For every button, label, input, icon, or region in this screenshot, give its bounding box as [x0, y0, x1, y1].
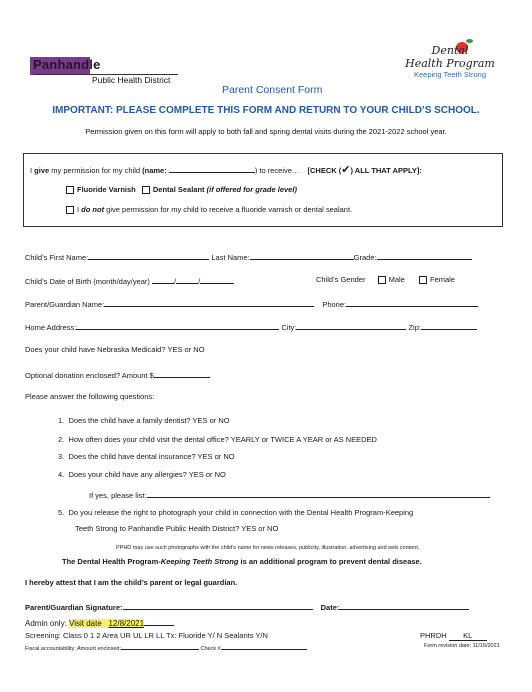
male-label: Male — [388, 275, 405, 284]
revision-date: Form revision date: 11/16/2021 — [424, 643, 500, 649]
decline-text-b: give permission for my child to receive a fluoride varnish or dental sealant. — [104, 205, 353, 214]
row-guardian — [25, 298, 478, 309]
treatment-options — [66, 185, 297, 194]
org-logo-name: Panhandle — [33, 57, 101, 72]
address-label: Home Address: — [25, 323, 77, 332]
consent-line — [30, 163, 422, 176]
consent-name-label: (name: — [142, 166, 167, 175]
decline-checkbox[interactable] — [66, 206, 74, 214]
visit-date-extra-line — [144, 617, 174, 626]
signature-label: Parent/Guardian Signature: — [25, 603, 123, 612]
question-3 — [58, 452, 235, 461]
male-checkbox[interactable] — [378, 276, 386, 284]
consent-give: give — [34, 166, 50, 175]
program-statement-a: The Dental Health Program- — [62, 557, 161, 566]
sealant-checkbox[interactable] — [142, 186, 150, 194]
donation-amount-field[interactable] — [154, 369, 210, 378]
row-dob-gender: Child’s Date of Birth (month/day/year) / / — [25, 275, 234, 286]
program-tagline: Keeping Teeth Strong — [413, 70, 486, 79]
grade-label: Grade: — [353, 253, 377, 262]
consent-i: I — [30, 166, 35, 175]
check-label-b: ) ALL THAT APPLY]: — [350, 166, 422, 175]
zip-field[interactable] — [421, 321, 477, 330]
checkmark-icon: ✔ — [341, 164, 351, 176]
first-name-field[interactable] — [88, 251, 209, 260]
fluoride-checkbox[interactable] — [66, 186, 74, 194]
sealant-note: (if offered for grade level) — [206, 185, 297, 194]
female-checkbox[interactable] — [419, 276, 427, 284]
photo-fine-print: PPHD may use such photographs with the child’s name for news releases, publicity, illustration, advertising and web content. — [116, 545, 420, 551]
check-label-a: [CHECK ( — [307, 166, 342, 175]
phrdh-value: KL — [449, 631, 487, 641]
zip-label: Zip: — [408, 323, 421, 332]
visit-date-highlight — [69, 619, 144, 628]
city-label: City: — [281, 323, 297, 332]
question-5-continued: Teeth Strong to Panhandle Public Health District? YES or NO — [75, 524, 279, 533]
guardian-name-label: Parent/Guardian Name: — [25, 300, 105, 309]
medicaid-question: Does your child have Nebraska Medicaid? YES or NO — [25, 345, 205, 354]
decline-do-not: do not — [81, 205, 105, 214]
row-names — [25, 251, 472, 262]
program-statement-b: Keeping Teeth Strong — [160, 557, 239, 566]
gender-label: Child’s Gender — [316, 275, 366, 284]
question-number: 5. — [58, 508, 65, 517]
first-name-label: Child’s First Name: — [25, 253, 89, 262]
permission-note: Permission given on this form will apply to both fall and spring dental visits during the 2021-2022 school year. — [85, 127, 447, 136]
question-text: Does the child have a family dentist? YES or NO — [68, 416, 230, 425]
question-5 — [58, 508, 413, 517]
sealant-label: Dental Sealant — [152, 185, 205, 194]
org-logo-subtitle: Public Health District — [92, 75, 171, 85]
screening-row: Screening: Class 0 1 2 Area UR UL LR LL Tx: Fluoride Y/ N Sealants Y/N — [25, 631, 268, 640]
dob-year-field[interactable] — [200, 275, 234, 284]
phrdh-row — [420, 631, 487, 641]
row-address — [25, 321, 477, 332]
guardian-name-field[interactable] — [104, 298, 314, 307]
consent-text-b: ) to receive… — [254, 166, 300, 175]
fluoride-label: Fluoride Varnish — [77, 185, 136, 194]
female-label: Female — [429, 275, 455, 284]
date-label: Date: — [320, 603, 340, 612]
question-number: 3. — [58, 452, 65, 461]
donation-row — [25, 369, 210, 380]
decline-option — [66, 205, 352, 214]
question-text: Does your child have any allergies? YES or NO — [68, 470, 226, 479]
question-text: Do you release the right to photograph your child in connection with the Dental Health Program-Keeping — [68, 508, 414, 517]
date-field[interactable] — [339, 601, 469, 610]
consent-text-a: my permission for my child — [49, 166, 143, 175]
gender-group — [316, 275, 455, 284]
question-text: Does the child have dental insurance? YES or NO — [68, 452, 235, 461]
question-1 — [58, 416, 230, 425]
dob-label: Child’s Date of Birth (month/day/year) — [25, 277, 150, 286]
important-notice: IMPORTANT: PLEASE COMPLETE THIS FORM AND RETURN TO YOUR CHILD’S SCHOOL. — [52, 105, 480, 116]
program-statement — [62, 557, 422, 566]
question-4 — [58, 470, 226, 479]
allergy-list-label: If yes, please list: — [89, 491, 147, 500]
admin-label: Admin only: — [25, 619, 67, 628]
signature-row — [25, 601, 469, 612]
allergy-list-row — [89, 489, 490, 500]
fiscal-label: Fiscal accountability: Amount enclosed: — [25, 646, 121, 652]
program-statement-c: is an additional program to prevent dental disease. — [238, 557, 422, 566]
address-field[interactable] — [76, 321, 279, 330]
allergy-list-field[interactable] — [147, 489, 490, 498]
signature-field[interactable] — [123, 601, 313, 610]
phrdh-label: PHRDH — [420, 631, 447, 640]
form-title: Parent Consent Form — [222, 84, 323, 96]
decline-text-a: I — [77, 205, 82, 214]
child-name-field[interactable] — [169, 164, 255, 173]
last-name-field[interactable] — [250, 251, 354, 260]
program-logo — [400, 44, 500, 79]
question-text: How often does your child visit the dental office? YEARLY or TWICE A YEAR or AS NEEDED — [68, 435, 377, 444]
fiscal-row — [25, 643, 307, 652]
last-name-label: Last Name: — [211, 253, 250, 262]
check-number-label: Check # — [200, 646, 221, 652]
leaf-icon — [466, 39, 473, 43]
amount-enclosed-field — [121, 643, 199, 650]
dob-month-field[interactable] — [152, 275, 174, 284]
attestation: I hereby attest that I am the child’s parent or legal guardian. — [25, 578, 238, 587]
question-2 — [58, 435, 377, 444]
donation-label: Optional donation enclosed? Amount $ — [25, 371, 154, 380]
program-logo-line1: Dental — [431, 44, 469, 57]
admin-row — [25, 617, 174, 628]
program-logo-line2: Health Program — [405, 57, 495, 70]
city-field[interactable] — [296, 321, 406, 330]
question-number: 2. — [58, 435, 65, 444]
question-number: 4. — [58, 470, 65, 479]
dob-day-field[interactable] — [176, 275, 198, 284]
phone-field[interactable] — [346, 298, 478, 307]
grade-field[interactable] — [377, 251, 472, 260]
question-number: 1. — [58, 416, 65, 425]
check-number-field — [221, 643, 307, 650]
questions-intro: Please answer the following questions: — [25, 392, 155, 401]
visit-date-label: Visit date — [69, 619, 102, 628]
visit-date-value: 12/8/2021 — [108, 619, 145, 628]
phone-label: Phone: — [322, 300, 347, 309]
